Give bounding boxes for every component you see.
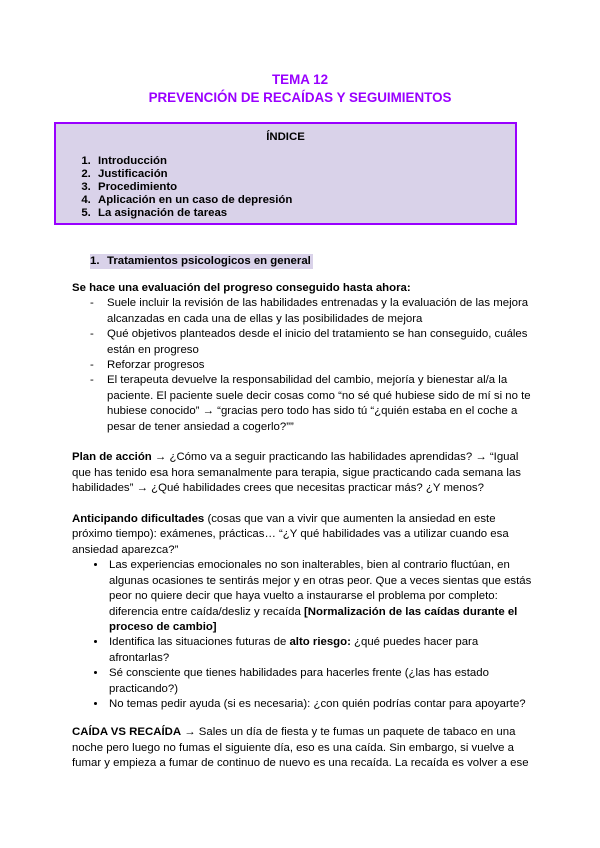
index-heading: ÍNDICE xyxy=(266,131,305,143)
list-item: - Suele incluir la revisión de las habilidades entrenadas y la evaluación de las mejora alcanzadas en cada una de ellas y las posibilidades de mejora xyxy=(107,296,532,327)
list-item xyxy=(107,558,532,635)
anticipating-list xyxy=(72,558,532,712)
plan-text: → ¿Cómo va a seguir practicando las habilidades aprendidas? → “Igual que has tenido esa hora semanalmente para terapia, sigue practicando cada semana las habilidades” → ¿Qué habilidades crees que necesitas practicar más? ¿Y menos? xyxy=(72,451,521,495)
list-item: • No temas pedir ayuda (si es necesaria): ¿con quién podrías contar para apoyarte? xyxy=(107,697,532,712)
section-number: 1. xyxy=(90,255,100,267)
index-item: 1. Introducción xyxy=(94,155,292,168)
evaluation-list xyxy=(72,296,532,435)
list-item xyxy=(107,635,532,666)
index-box xyxy=(54,122,517,225)
item-bold: [Normalización de las caídas durante el proceso de cambio] xyxy=(109,605,518,633)
item-text: ¿qué puedes hacer para afrontarlas? xyxy=(109,636,479,664)
plan-paragraph xyxy=(72,450,532,496)
anticipating-label: Anticipando dificultades xyxy=(72,513,205,526)
index-item: 5. La asignación de tareas xyxy=(94,207,292,220)
list-item: - Qué objetivos planteados desde el inicio del tratamiento se han conseguido, cuáles están en progreso xyxy=(107,327,532,358)
item-text: Las experiencias emocionales no son inalterables, bien al contrario fluctúan, en algunas ocasiones te sentirás mejor y en otras peor. Que a veces sientas que estás peor no quiere decir que haya vuelto a instaurarse el problema por completo: diferencia entre caída/desliz y recaída xyxy=(109,559,532,618)
fall-vs-relapse-text: → Sales un día de fiesta y te fumas un paquete de tabaco en una noche pero luego no fumas el siguiente día, eso es una caída. Sin embargo, si vuelve a fumar y empieza a fumar de continuo de nuevo es una recaída. La recaída es volver a ese xyxy=(72,726,529,770)
item-text: Identifica las situaciones futuras de xyxy=(109,636,290,649)
list-item: - El terapeuta devuelve la responsabilidad del cambio, mejoría y bienestar al/a la paciente. El paciente suele decir cosas como “no sé qué hubiese sido de mí si no te hubiese conocido” → “gracias pero todo has sido tú “¿quién estaba en el coche a pesar de tener ansiedad a cogerlo?”” xyxy=(107,373,532,435)
index-item: 3. Procedimiento xyxy=(94,181,292,194)
section-heading xyxy=(90,254,313,269)
anticipating-paragraph xyxy=(72,512,532,558)
anticipating-text: (cosas que van a vivir que aumenten la ansiedad en este próximo tiempo): exámenes, prácticas… “¿Y qué habilidades vas a utilizar cuando esa ansiedad aparezca?” xyxy=(72,513,509,556)
document-title: PREVENCIÓN DE RECAÍDAS Y SEGUIMIENTOS xyxy=(148,90,452,105)
list-item: - Reforzar progresos xyxy=(107,358,532,373)
fall-vs-relapse-paragraph xyxy=(72,725,532,771)
index-item: 4. Aplicación en un caso de depresión xyxy=(94,194,292,207)
index-item: 2. Justificación xyxy=(94,168,292,181)
index-list xyxy=(56,155,292,220)
fall-vs-relapse-label: CAÍDA VS RECAÍDA xyxy=(72,726,182,739)
item-bold: alto riesgo: xyxy=(289,636,351,649)
topic-number: TEMA 12 xyxy=(271,72,329,87)
section-title: Tratamientos psicologicos en general xyxy=(107,255,311,267)
plan-label: Plan de acción xyxy=(72,451,152,464)
list-item: • Sé consciente que tienes habilidades para hacerles frente (¿las has estado practicando?) xyxy=(107,666,532,697)
document-body xyxy=(72,281,532,772)
evaluation-lead: Se hace una evaluación del progreso conseguido hasta ahora: xyxy=(72,282,411,294)
